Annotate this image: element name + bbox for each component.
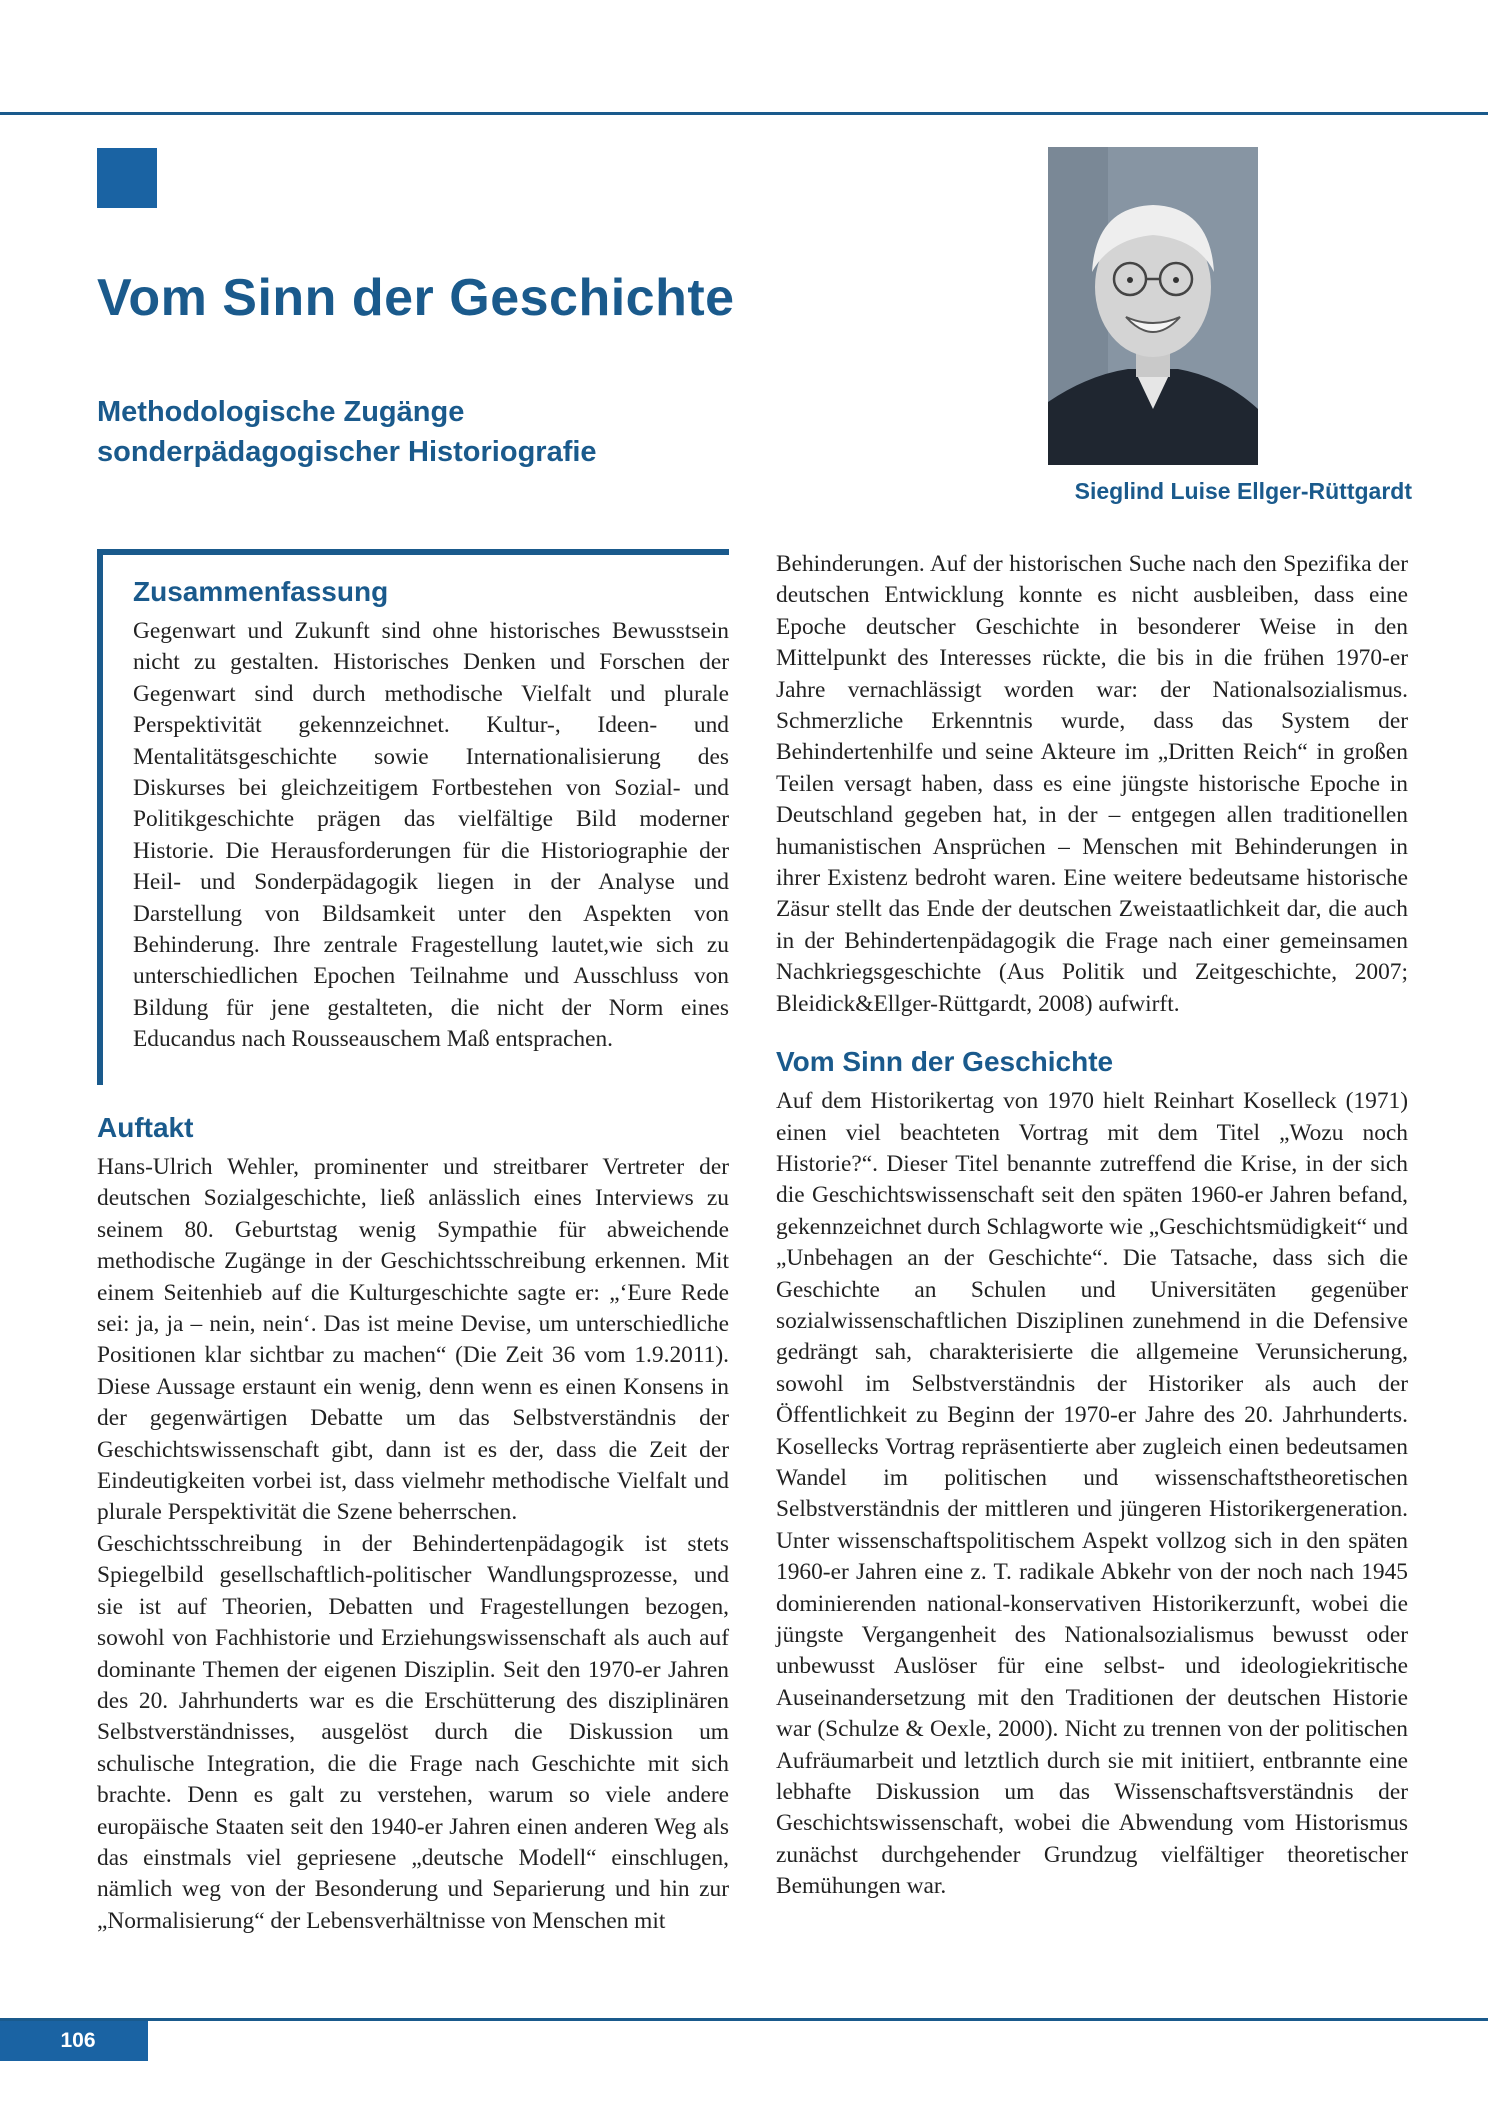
- right-column: [776, 549, 1408, 1903]
- summary-heading: Zusammenfassung: [133, 576, 389, 607]
- paragraph: Auf dem Historikertag von 1970 hielt Reinhart Koselleck (1971) einen viel beachteten Vortrag mit dem Titel „Wozu noch Historie?“. Dieser Titel benannte zutreffend die Krise, in der sich die Geschichtswissenschaft seit den späten 1960-er Jahren befand, gekennzeichnet durch Schlagworte wie „Geschichtsmüdigkeit“ und „Unbehagen an der Geschichte“. Die Tatsache, dass sich die Geschichte an Schulen und Universitäten gegenüber sozialwissenschaftlichen Disziplinen zunehmend in die Defensive gedrängt sah, charakterisierte die allgemeine Verunsicherung, sowohl im Selbstverständnis der Historiker als auch der Öffentlichkeit zu Beginn der 1970-er Jahre des 20. Jahrhunderts. Kosellecks Vortrag repräsentierte aber zugleich einen bedeutsamen Wandel im politischen und wissenschaftstheoretischen Selbstverständnis der mittleren und jüngeren Historikergeneration. Unter wissenschaftspolitischem Aspekt vollzog sich in den späten 1960-er Jahren eine z. T. radikale Abkehr von der noch nach 1945 dominierenden national-konservativen Historikerzunft, wobei die jüngste Vergangenheit des Nationalsozialismus bewusst oder unbewusst Auslöser für eine selbst- und ideologiekritische Auseinandersetzung mit den Traditionen der deutschen Historie war (Schulze & Oexle, 2000). Nicht zu trennen von der politischen Aufräumarbeit und letztlich durch sie mit initiiert, entbrannte eine lebhafte Diskussion um das Wissenschaftsverständnis der Geschichtswissenschaft, wobei die Abwendung vom Historismus zunächst durchgehender Grundzug vielfältiger theoretischer Bemühungen war.: [776, 1088, 1408, 1900]
- page-subtitle: [97, 392, 597, 472]
- paragraph: Behinderungen. Auf der historischen Suche nach den Spezifika der deutschen Entwicklung konnte es nicht ausbleiben, dass eine Epoche deutscher Geschichte in besonderer Weise in den Mittelpunkt des Interesses rückte, die bis in die frühen 1970-er Jahre vernachlässigt worden war: der Nationalsozialismus. Schmerzliche Erkenntnis wurde, dass das System der Behindertenhilfe und seine Akteure im „Dritten Reich“ in großen Teilen versagt haben, dass es eine jüngste historische Epoche in Deutschland gegeben hat, in der – entgegen allen traditionellen humanistischen Ansprüchen – Menschen mit Behinderungen in ihrer Existenz bedroht waren. Eine weitere bedeutsame historische Zäsur stellt das Ende der deutschen Zweistaatlichkeit dar, die auch in der Behindertenpädagogik die Frage nach einer gemeinsamen Nachkriegsgeschichte (Aus Politik und Zeitgeschichte, 2007; Bleidick&Ellger-Rüttgardt, 2008) aufwirft.: [776, 551, 1408, 1017]
- summary-text: Gegenwart und Zukunft sind ohne historisches Bewusstsein nicht zu gestalten. Historisches Denken und Forschen der Gegenwart sind durch methodische Vielfalt und plurale Perspektivität gekennzeichnet. Kultur-, Ideen- und Mentalitätsgeschichte sowie Internationalisierung des Diskurses bei gleichzeitigem Fortbestehen von Sozial- und Politikgeschichte prägen das vielfältige Bild moderner Historie. Die Herausforderungen für die Historiographie der Heil- und Sonderpädagogik liegen in der Analyse und Darstellung von Bildsamkeit unter den Aspekten von Behinderung. Ihre zentrale Fragestellung lautet,wie sich zu unterschiedlichen Epochen Teilnahme und Ausschluss von Bildung für jene gestalteten, die nicht der Norm eines Educandus nach Rousseauschem Maß entsprachen.: [133, 618, 729, 1053]
- paragraph: Geschichtsschreibung in der Behindertenpädagogik ist stets Spiegelbild gesellschaftlich-politischer Wandlungsprozesse, und sie ist auf Theorien, Debatten und Fragestellungen bezogen, sowohl von Fachhistorie und Erziehungswissenschaft als auch auf dominante Themen der eigenen Disziplin. Seit den 1970-er Jahren des 20. Jahrhunderts war es die Erschütterung des disziplinären Selbstverständnisses, ausgelöst durch die Diskussion um schulische Integration, die die Frage nach Geschichte mit sich brachte. Denn es galt zu verstehen, warum so viele andere europäische Staaten seit den 1940-er Jahren einen anderen Weg als das einstmals viel gepriesene „deutsche Modell“ einschlugen, nämlich weg von der Besonderung und Separierung und hin zur „Normalisierung“ der Lebensverhältnisse von Menschen mit: [97, 1530, 729, 1934]
- section-heading-vom-sinn: Vom Sinn der Geschichte: [776, 1046, 1114, 1078]
- paragraph: Hans-Ulrich Wehler, prominenter und streitbarer Vertreter der deutschen Sozialgeschichte, ließ anlässlich eines Interviews zu seinem 80. Geburtstag wenig Sympathie für abweichende methodische Zugänge in der Geschichtsschreibung erkennen. Mit einem Seitenhieb auf die Kulturgeschichte sagte er: „‘Eure Rede sei: ja, ja – nein, nein‘. Das ist meine Devise, um unterschiedliche Positionen klar sichtbar zu machen“ (Die Zeit 36 vom 1.9.2011). Diese Aussage erstaunt ein wenig, denn wenn es einen Konsens in der gegenwärtigen Debatte um das Selbstverständnis der Geschichtswissenschaft gibt, dann ist es der, dass die Zeit der Eindeutigkeiten vorbei ist, dass vielmehr methodische Vielfalt und plurale Perspektivität die Szene beherrschen.: [97, 1154, 729, 1526]
- page-number: 106: [0, 2021, 148, 2061]
- summary-section: [133, 574, 729, 1056]
- page-title: Vom Sinn der Geschichte: [97, 269, 735, 327]
- subtitle-line-1: Methodologische Zugänge: [97, 396, 465, 428]
- author-portrait-illustration: [1048, 147, 1258, 465]
- chapter-marker-square: [97, 148, 157, 208]
- left-column: [97, 1110, 729, 1937]
- author-photo: [1048, 147, 1258, 465]
- subtitle-line-2: sonderpädagogischer Historiografie: [97, 436, 597, 468]
- section-heading-auftakt: Auftakt: [97, 1112, 194, 1143]
- author-name: Sieglind Luise Ellger-Rüttgardt: [1074, 478, 1412, 504]
- top-rule: [0, 112, 1488, 115]
- bottom-rule: [0, 2018, 1488, 2021]
